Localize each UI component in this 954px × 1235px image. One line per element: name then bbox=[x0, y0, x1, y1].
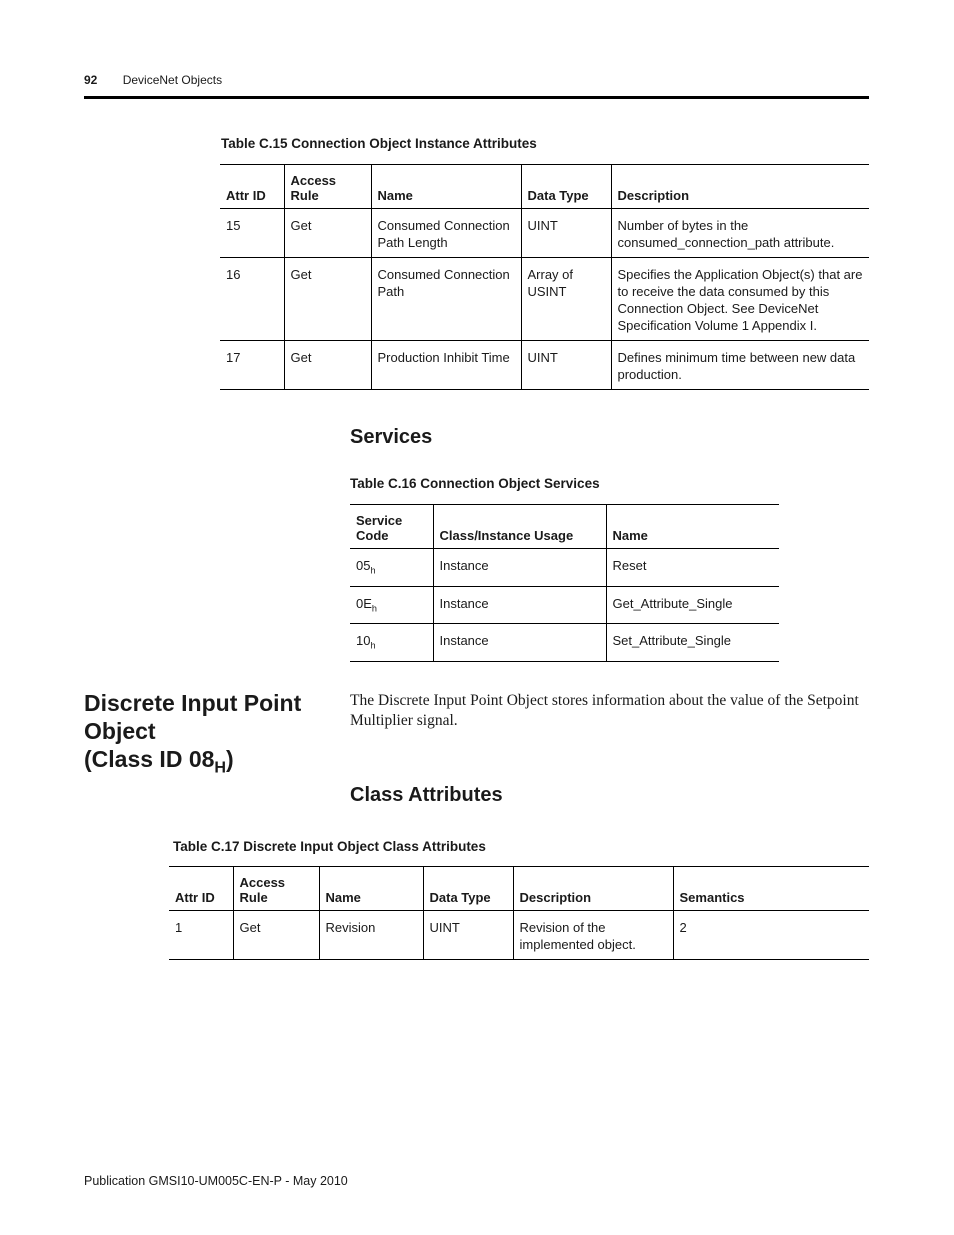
table-cell: UINT bbox=[423, 911, 513, 960]
section-body: The Discrete Input Point Object stores information about the value of the Setpoint Multiplier signal. bbox=[350, 692, 859, 729]
table-row bbox=[350, 549, 779, 587]
column-header: Data Type bbox=[423, 867, 513, 911]
column-header: Description bbox=[611, 165, 869, 209]
table-cell: Defines minimum time between new data production. bbox=[611, 341, 869, 390]
column-header: Semantics bbox=[673, 867, 869, 911]
service-code: 05 bbox=[356, 558, 371, 573]
class-attributes-heading: Class Attributes bbox=[350, 784, 503, 806]
table-cell: Get bbox=[284, 341, 371, 390]
header-rule bbox=[84, 96, 869, 99]
table-cell: Instance bbox=[433, 586, 606, 624]
table-cell: Array of USINT bbox=[521, 258, 611, 341]
section-heading-line2 bbox=[84, 745, 344, 782]
table-cell: Specifies the Application Object(s) that are to receive the data consumed by this Connection Object. See DeviceNet Specification Volume 1 Appendix I. bbox=[611, 258, 869, 341]
table-cell: 17 bbox=[226, 350, 241, 365]
table-c17 bbox=[169, 866, 869, 960]
service-code-cell bbox=[350, 624, 433, 662]
page-number: 92 bbox=[84, 73, 98, 87]
table-row bbox=[220, 341, 869, 390]
publication-footer: Publication GMSI10-UM005C-EN-P - May 2010 bbox=[84, 1174, 348, 1188]
section-heading bbox=[84, 689, 344, 782]
table-cell: Revision of the implemented object. bbox=[513, 911, 673, 960]
table-row bbox=[169, 911, 869, 960]
table-cell: Get bbox=[284, 209, 371, 258]
table-row bbox=[220, 258, 869, 341]
column-header: Name bbox=[371, 165, 521, 209]
table-cell: Consumed Connection Path Length bbox=[371, 209, 521, 258]
table-cell: UINT bbox=[521, 209, 611, 258]
column-header: Attr ID bbox=[175, 890, 215, 905]
column-header: Access Rule bbox=[233, 867, 319, 911]
table-cell: Set_Attribute_Single bbox=[606, 624, 779, 662]
table-c15-caption: Table C.15 Connection Object Instance Attributes bbox=[221, 136, 537, 151]
table-cell: 16 bbox=[226, 267, 241, 282]
table-header-row bbox=[169, 867, 869, 911]
table-row bbox=[350, 624, 779, 662]
table-cell: Consumed Connection Path bbox=[371, 258, 521, 341]
table-cell: 1 bbox=[175, 920, 183, 935]
service-code: 10 bbox=[356, 633, 371, 649]
table-cell: UINT bbox=[521, 341, 611, 390]
section-heading-line1: Discrete Input Point Object bbox=[84, 690, 302, 744]
table-c16-caption: Table C.16 Connection Object Services bbox=[350, 476, 600, 491]
service-code: 0E bbox=[356, 595, 372, 611]
hex-subscript: h bbox=[371, 603, 377, 614]
heading-text-end: ) bbox=[226, 746, 234, 772]
table-cell: Get_Attribute_Single bbox=[606, 586, 779, 624]
service-code-cell bbox=[350, 586, 433, 624]
table-cell: 2 bbox=[673, 911, 869, 960]
heading-subscript: H bbox=[214, 758, 227, 777]
column-header: Name bbox=[319, 867, 423, 911]
table-c15 bbox=[220, 164, 869, 390]
table-cell: Number of bytes in the consumed_connection_path attribute. bbox=[611, 209, 869, 258]
column-header: Name bbox=[606, 505, 779, 549]
table-header-row bbox=[220, 165, 869, 209]
service-code-cell bbox=[350, 549, 433, 587]
table-row bbox=[220, 209, 869, 258]
heading-text: (Class ID 08 bbox=[84, 746, 215, 772]
column-header: Access Rule bbox=[284, 165, 371, 209]
hex-subscript: h bbox=[370, 565, 376, 576]
table-cell: Instance bbox=[433, 624, 606, 662]
table-c16 bbox=[350, 504, 779, 662]
column-header: Description bbox=[513, 867, 673, 911]
table-cell: Get bbox=[233, 911, 319, 960]
table-cell: Reset bbox=[606, 549, 779, 587]
hex-subscript: h bbox=[370, 640, 376, 651]
table-cell: Instance bbox=[433, 549, 606, 587]
column-header: Attr ID bbox=[226, 188, 266, 203]
column-header: Data Type bbox=[521, 165, 611, 209]
table-header-row bbox=[350, 505, 779, 549]
running-header bbox=[84, 73, 222, 87]
table-cell: Production Inhibit Time bbox=[371, 341, 521, 390]
table-cell: Revision bbox=[319, 911, 423, 960]
section-title: DeviceNet Objects bbox=[122, 73, 223, 87]
table-c17-caption: Table C.17 Discrete Input Object Class Attributes bbox=[173, 839, 486, 854]
table-cell: Get bbox=[284, 258, 371, 341]
services-heading: Services bbox=[350, 426, 433, 448]
table-row bbox=[350, 586, 779, 624]
column-header: Class/Instance Usage bbox=[433, 505, 606, 549]
column-header: Service Code bbox=[356, 513, 403, 543]
table-cell: 15 bbox=[226, 218, 241, 233]
